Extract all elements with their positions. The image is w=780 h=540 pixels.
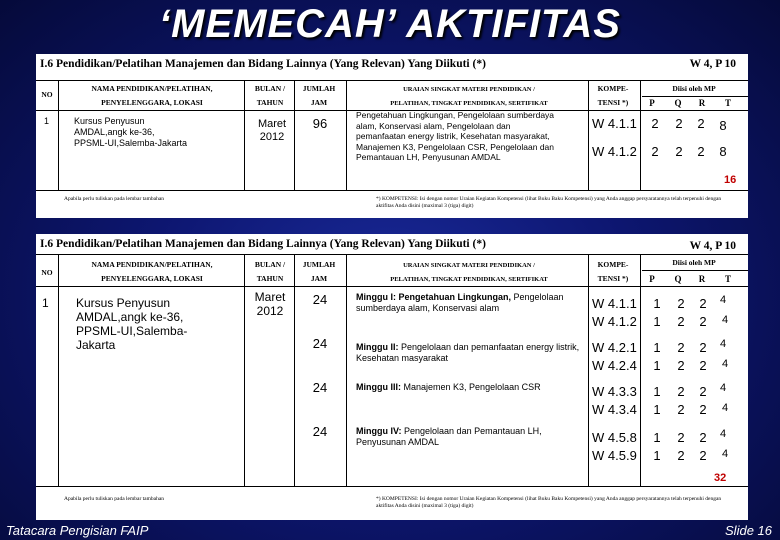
header-kompetensi-1: KOMPE-: [597, 260, 629, 269]
score-q: 2: [677, 430, 685, 445]
header-nama-2: PENYELENGGARA, LOKASI: [101, 98, 203, 107]
competency-code: W 4.3.4: [592, 402, 637, 417]
week-detail: Pengelolaan sumberdaya alam, Konservasi alam: [356, 292, 564, 313]
score-p: 1: [653, 384, 661, 399]
header-uraian-2: PELATIHAN, TINGKAT PENDIDIKAN, SERTIFIKAT: [390, 100, 548, 107]
header-jumlah-2: JAM: [310, 274, 328, 283]
score-p: 1: [653, 314, 661, 329]
header-jumlah-1: JUMLAH: [302, 84, 336, 93]
header-diisi: Diisi oleh MP: [672, 84, 716, 93]
header-bulan-2: TAHUN: [256, 98, 284, 107]
score-q: 2: [677, 448, 685, 463]
score-p: 1: [653, 448, 661, 463]
week-label: Minggu III:: [356, 382, 401, 392]
form-panel-top: [36, 54, 748, 218]
header-uraian-1: URAIAN SINGKAT MATERI PENDIDIKAN /: [403, 86, 535, 93]
score-r: 2: [699, 448, 707, 463]
training-date: Maret 2012: [254, 290, 286, 318]
header-no: NO: [41, 268, 53, 277]
competency-code: W 4.5.9: [592, 448, 637, 463]
header-p: P: [649, 98, 655, 108]
header-p: P: [649, 274, 655, 284]
header-no: NO: [41, 90, 53, 99]
score-p: 2: [651, 116, 659, 131]
week-detail: Pengelolaan dan pemanfaatan energy listrik, Kesehatan masyarakat: [356, 342, 580, 363]
score-q: 2: [675, 116, 683, 131]
footnote-right: *) KOMPETENSI: Isi dengan nomor Uraian Kegiatan Kompetensi (lihat Buku Baku Kompetensi) yang Anda anggap persyaratannya telah terpenuhi dengan aktifitas Anda disini (maximal 3 (tiga) digit): [376, 496, 722, 509]
score-p: 1: [653, 402, 661, 417]
footer-doc-title: Tatacara Pengisian FAIP: [6, 523, 149, 538]
footnote-right: *) KOMPETENSI: Isi dengan nomor Uraian Kegiatan Kompetensi (lihat Buku Baku Kompetensi) yang Anda anggap persyaratannya telah terpenuhi dengan aktifitas Anda disini (maximal 3 (tiga) digit): [376, 196, 722, 209]
score-q: 2: [677, 384, 685, 399]
training-name: Kursus Penyusun AMDAL,angk ke-36, PPSML-UI,Salemba-Jakarta: [74, 116, 188, 148]
week-detail: Manajemen K3, Pengelolaan CSR: [403, 382, 541, 392]
score-r: 2: [699, 402, 707, 417]
competency-code: W 4.5.8: [592, 430, 637, 445]
score-t: 4: [721, 314, 729, 326]
header-uraian-2: PELATIHAN, TINGKAT PENDIDIKAN, SERTIFIKAT: [390, 276, 548, 283]
header-q: Q: [674, 274, 682, 284]
score-t: 4: [719, 294, 727, 306]
score-p: 1: [653, 340, 661, 355]
score-r: 2: [697, 116, 705, 131]
header-r: R: [698, 98, 706, 108]
week-label: Minggu IV:: [356, 426, 402, 436]
panel-heading: I.6 Pendidikan/Pelatihan Manajemen dan Bidang Lainnya (Yang Relevan) Yang Diikuti (*): [40, 238, 486, 250]
header-uraian-1: URAIAN SINGKAT MATERI PENDIDIKAN /: [403, 262, 535, 269]
footer-slide-number: Slide 16: [725, 523, 772, 538]
header-jumlah-1: JUMLAH: [302, 260, 336, 269]
competency-code: W 4.3.3: [592, 384, 637, 399]
score-r: 2: [699, 340, 707, 355]
score-r: 2: [699, 384, 707, 399]
score-t: 8: [719, 118, 727, 133]
score-q: 2: [677, 340, 685, 355]
competency-code: W 4.1.1: [592, 296, 637, 311]
panel-code: W 4, P 10: [689, 58, 736, 70]
footnote-left: Apabila perlu tuliskan pada lembar tambahan: [64, 496, 165, 502]
row-no: 1: [42, 296, 49, 310]
score-p: 1: [653, 296, 661, 311]
week-label: Minggu II:: [356, 342, 399, 352]
header-jumlah-2: JAM: [310, 98, 328, 107]
score-t: 4: [719, 338, 727, 350]
competency-code: W 4.1.1: [592, 116, 637, 131]
week-description: [356, 382, 580, 393]
panel-code: W 4, P 10: [689, 240, 736, 252]
total-score: 16: [724, 174, 737, 186]
week-description: [356, 426, 580, 448]
score-q: 2: [677, 314, 685, 329]
row-no: 1: [44, 116, 50, 126]
footnote-left: Apabila perlu tuliskan pada lembar tambahan: [64, 196, 165, 202]
week-description: [356, 342, 580, 364]
week-hours: 24: [312, 336, 328, 351]
score-r: 2: [699, 358, 707, 373]
header-nama-1: NAMA PENDIDIKAN/PELATIHAN,: [91, 260, 213, 269]
training-name: Kursus Penyusun AMDAL,angk ke-36, PPSML-UI,Salemba-Jakarta: [76, 296, 188, 352]
week-hours: 24: [312, 380, 328, 395]
competency-code: W 4.2.4: [592, 358, 637, 373]
score-q: 2: [675, 144, 683, 159]
header-nama-2: PENYELENGGARA, LOKASI: [101, 274, 203, 283]
training-description: Pengetahuan Lingkungan, Pengelolaan sumberdaya alam, Konservasi alam, Pengelolaan dan pemanfaatan energy listrik, Kesehatan masyarakat, Manajemen K3, Pengelolaan CSR, Pengelolaan dan Pemantauan LH, Penyusunan AMDAL: [356, 110, 555, 162]
header-nama-1: NAMA PENDIDIKAN/PELATIHAN,: [91, 84, 213, 93]
header-r: R: [698, 274, 706, 284]
score-t: 4: [719, 382, 727, 394]
panel-heading: I.6 Pendidikan/Pelatihan Manajemen dan Bidang Lainnya (Yang Relevan) Yang Diikuti (*): [40, 58, 486, 70]
header-kompetensi-2: TENSI *): [597, 98, 629, 107]
score-q: 2: [677, 358, 685, 373]
competency-code: W 4.1.2: [592, 144, 637, 159]
score-p: 1: [653, 430, 661, 445]
training-hours: 96: [312, 116, 328, 131]
score-r: 2: [699, 430, 707, 445]
week-description: [356, 292, 580, 314]
score-r: 2: [697, 144, 705, 159]
score-q: 2: [677, 402, 685, 417]
score-t: 8: [719, 144, 727, 159]
form-panel-bottom: [36, 234, 748, 520]
competency-code: W 4.2.1: [592, 340, 637, 355]
score-t: 4: [721, 448, 729, 460]
header-kompetensi-2: TENSI *): [597, 274, 629, 283]
competency-code: W 4.1.2: [592, 314, 637, 329]
header-bulan-1: BULAN /: [254, 260, 286, 269]
header-diisi: Diisi oleh MP: [672, 258, 716, 267]
score-r: 2: [699, 296, 707, 311]
score-r: 2: [699, 314, 707, 329]
header-q: Q: [674, 98, 682, 108]
header-bulan-1: BULAN /: [254, 84, 286, 93]
score-t: 4: [721, 402, 729, 414]
week-hours: 24: [312, 292, 328, 307]
week-detail: Pengelolaan dan Pemantauan LH, Penyusunan AMDAL: [356, 426, 542, 447]
score-t: 4: [721, 358, 729, 370]
header-t: T: [724, 274, 731, 284]
header-t: T: [724, 98, 731, 108]
training-date: Maret 2012: [257, 118, 287, 143]
header-kompetensi-1: KOMPE-: [597, 84, 629, 93]
total-score: 32: [714, 472, 727, 484]
score-q: 2: [677, 296, 685, 311]
header-bulan-2: TAHUN: [256, 274, 284, 283]
week-hours: 24: [312, 424, 328, 439]
week-label: Minggu I: Pengetahuan Lingkungan,: [356, 292, 511, 302]
score-p: 1: [653, 358, 661, 373]
score-t: 4: [719, 428, 727, 440]
slide-title: ‘MEMECAH’ AKTIFITAS: [159, 2, 621, 46]
score-p: 2: [651, 144, 659, 159]
